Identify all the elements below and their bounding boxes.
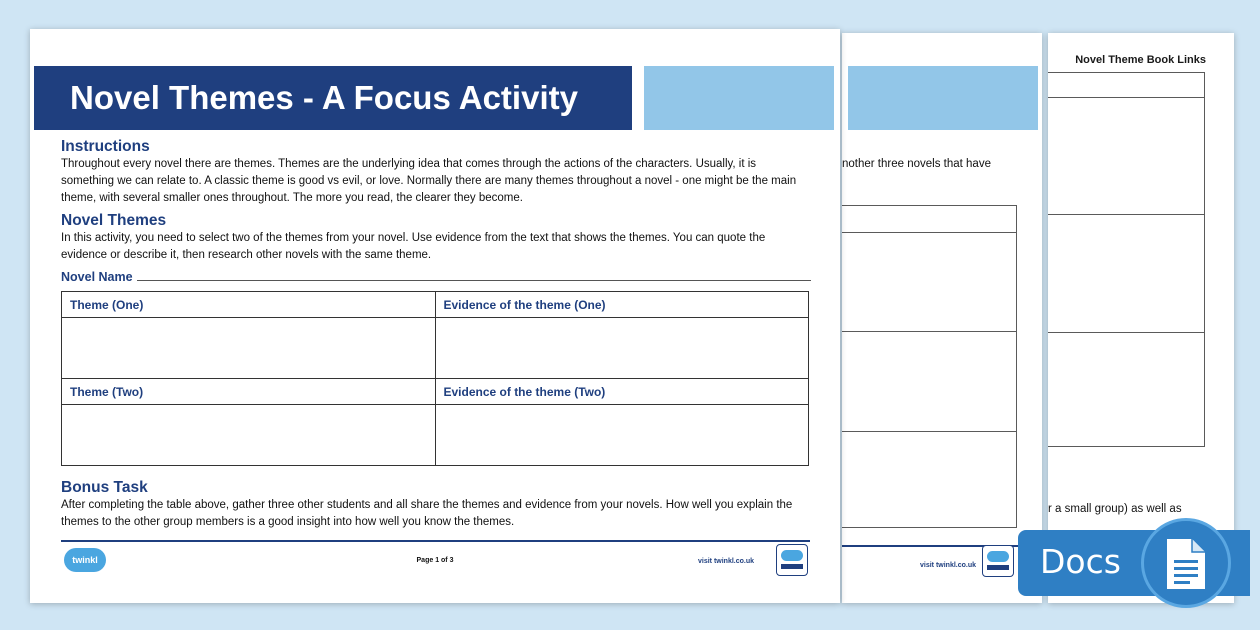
themes-table (61, 291, 809, 466)
docs-label: Docs (1040, 542, 1121, 581)
front-page (30, 29, 840, 603)
website-text: visit twinkl.co.uk (698, 558, 755, 565)
book-links-cell (1048, 96, 1205, 215)
back-page-2-text: nother three novels that have (842, 158, 991, 170)
novel-themes-text: In this activity, you need to select two of the themes from your novel. Use evidence from the text that shows the themes. You can quote the evidence or describe it, then research other novels with the same theme. (61, 232, 766, 261)
website-text: visit twinkl.co.uk (920, 562, 977, 569)
table-row (62, 292, 809, 318)
page-content (61, 137, 811, 531)
back-page-2 (842, 33, 1042, 603)
bonus-task-heading: Bonus Task (61, 479, 148, 496)
table-cell (842, 331, 1017, 432)
back-page-3 (1048, 33, 1234, 603)
instructions-text: Throughout every novel there are themes. Themes are the underlying idea that comes through the actions of the characters. Usually, it is something we can relate to. A classic theme is good vs evil, or love. Normally there are many themes throughout a novel - one might be the main theme, with several smaller ones throughout. The more you read, the clearer they become. (61, 158, 797, 204)
novel-name-row (61, 270, 811, 284)
novel-themes-heading: Novel Themes (61, 212, 167, 229)
table-row (62, 379, 809, 405)
twinkl-logo: twinkl (64, 548, 106, 572)
bonus-task-text: After completing the table above, gather three other students and all share the themes and evidence from your novels. How well you explain the themes to the other group members is a good insight into how well you know the themes. (61, 499, 793, 528)
back-page-3-text: r a small group) as well as (1048, 503, 1182, 515)
book-links-header-cell (1048, 72, 1205, 98)
theme-two-answer-cell[interactable] (62, 405, 436, 466)
book-links-title: Novel Theme Book Links (1075, 54, 1206, 66)
table-row (62, 318, 809, 379)
table-header-cell (842, 205, 1017, 233)
document-icon (1164, 536, 1208, 592)
evidence-one-header: Evidence of the theme (One) (435, 292, 809, 318)
instructions-heading: Instructions (61, 138, 150, 155)
book-links-cell (1048, 214, 1205, 333)
page-title: Novel Themes - A Focus Activity (34, 66, 632, 130)
docs-icon-circle[interactable] (1141, 518, 1231, 608)
theme-one-answer-cell[interactable] (62, 318, 436, 379)
table-cell (842, 231, 1017, 332)
evidence-two-header: Evidence of the theme (Two) (435, 379, 809, 405)
evidence-two-answer-cell[interactable] (435, 405, 809, 466)
novel-name-label: Novel Name (61, 270, 133, 284)
novel-name-input-line[interactable] (137, 280, 811, 281)
bonus-section (61, 478, 811, 531)
theme-one-header: Theme (One) (62, 292, 436, 318)
page-number: Page 1 of 3 (416, 557, 454, 564)
table-row (62, 405, 809, 466)
theme-two-header: Theme (Two) (62, 379, 436, 405)
table-cell (842, 431, 1017, 528)
footer-line (61, 540, 810, 542)
evidence-one-answer-cell[interactable] (435, 318, 809, 379)
book-links-cell (1048, 332, 1205, 447)
publisher-logo (982, 545, 1014, 577)
publisher-logo (776, 544, 808, 576)
title-band-light (644, 66, 834, 130)
title-band-light (848, 66, 1038, 130)
